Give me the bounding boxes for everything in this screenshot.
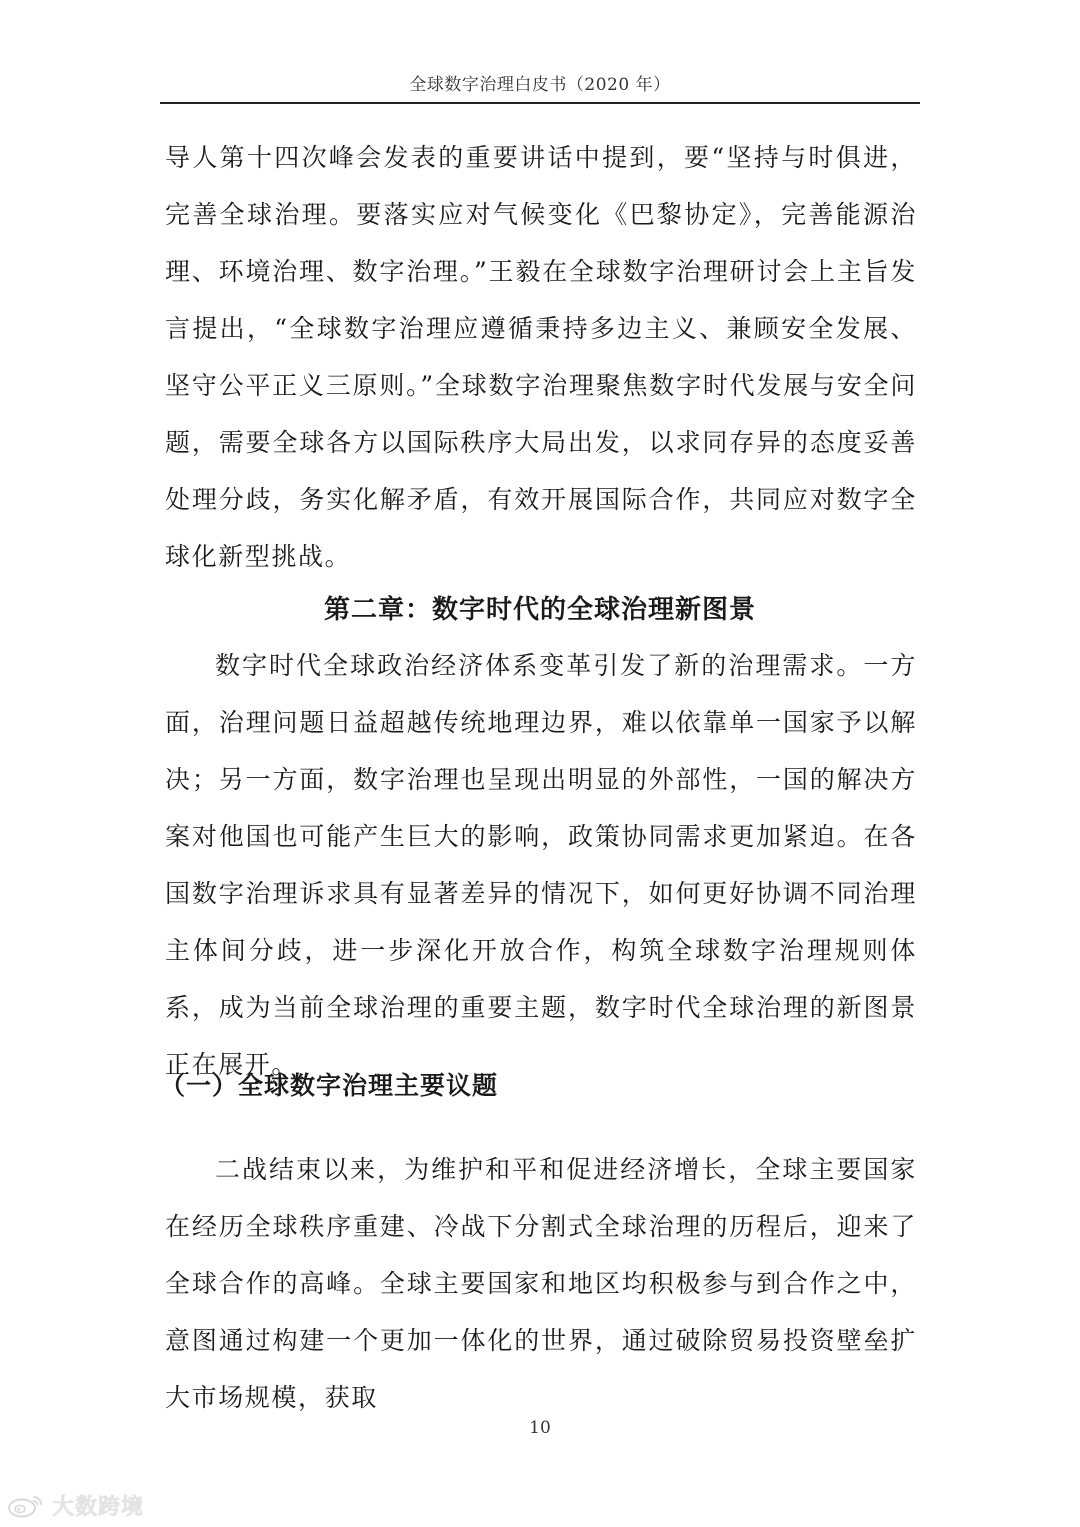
body-paragraph: 二战结束以来，为维护和平和促进经济增长，全球主要国家在经历全球秩序重建、冷战下分割式全球治理的历程后，迎来了全球合作的高峰。全球主要国家和地区均积极参与到合作之中，意图通过构建一个更加一体化的世界，通过破除贸易投资壁垒扩大市场规模，获取	[165, 1155, 917, 1412]
section-title: （一）全球数字治理主要议题	[160, 1071, 499, 1100]
page-header-title: 全球数字治理白皮书（2020 年）	[409, 75, 671, 95]
page-number: 10	[529, 1418, 551, 1438]
watermark	[6, 1490, 144, 1520]
chapter-title: 第二章：数字时代的全球治理新图景	[323, 595, 756, 625]
header-divider	[160, 102, 920, 104]
weibo-logo-icon	[6, 1492, 46, 1518]
body-paragraph: 导人第十四次峰会发表的重要讲话中提到，要“坚持与时俱进，完善全球治理。要落实应对气候变化《巴黎协定》，完善能源治理、环境治理、数字治理。”王毅在全球数字治理研讨会上主旨发言提出，“全球数字治理应遵循秉持多边主义、兼顾安全发展、坚守公平正义三原则。”全球数字治理聚焦数字时代发展与安全问题，需要全球各方以国际秩序大局出发，以求同存异的态度妥善处理分歧，务实化解矛盾，有效开展国际合作，共同应对数字全球化新型挑战。	[165, 143, 917, 571]
watermark-text: 大数跨境	[52, 1494, 145, 1520]
body-paragraph: 数字时代全球政治经济体系变革引发了新的治理需求。一方面，治理问题日益超越传统地理边界，难以依靠单一国家予以解决；另一方面，数字治理也呈现出明显的外部性，一国的解决方案对他国也可能产生巨大的影响，政策协同需求更加紧迫。在各国数字治理诉求具有显著差异的情况下，如何更好协调不同治理主体间分歧，进一步深化开放合作，构筑全球数字治理规则体系，成为当前全球治理的重要主题，数字时代全球治理的新图景正在展开。	[165, 651, 917, 1079]
